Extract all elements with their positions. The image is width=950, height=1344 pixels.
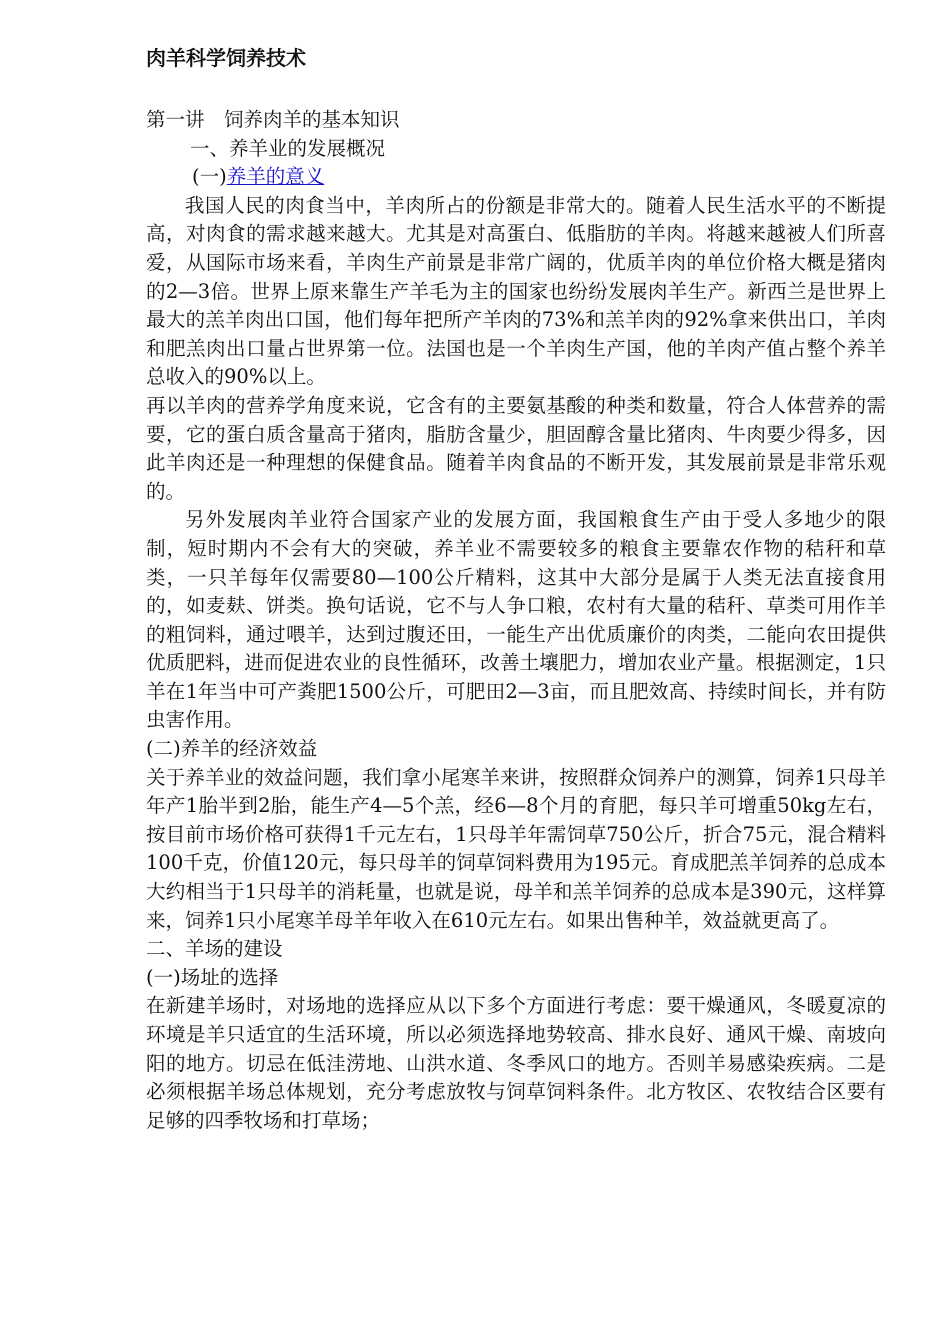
paragraph-industry: 另外发展肉羊业符合国家产业的发展方面，我国粮食生产由于受人多地少的限制，短时期内不会有大的突破，养羊业不需要较多的粮食主要靠农作物的秸秆和草类，一只羊每年仅需要80—100公斤精料，这其中大部分是属于人类无法直接食用的，如麦麸、饼类。换句话说，它不与人争口粮，农村有大量的秸秆、草类可用作羊的粗饲料，通过喂羊，达到过腹还田，一能生产出优质廉价的肉类，二能向农田提供优质肥料，进而促进农业的良性循环，改善土壤肥力，增加农业产量。根据测定，1只羊在1年当中可产粪肥1500公斤，可肥田2—3亩，而且肥效高、持续时间长，并有防虫害作用。: [146, 508, 886, 732]
section-heading-development: 一、养羊业的发展概况: [190, 136, 386, 160]
subsection-heading-site-selection: (一)场址的选择: [146, 965, 279, 989]
section-heading-farm-construction: 二、羊场的建设: [146, 937, 283, 961]
subsection-prefix: (一): [192, 165, 227, 189]
paragraph-site-selection: 在新建羊场时，对场地的选择应从以下多个方面进行考虑：要干燥通风，冬暖夏凉的环境是羊只适宜的生活环境，所以必须选择地势较高、排水良好、通风干燥、南坡向阳的地方。切忌在低洼涝地、山洪水道、冬季风口的地方。否则羊易感染疾病。二是必须根据羊场总体规划，充分考虑放牧与饲草饲料条件。北方牧区、农牧结合区要有足够的四季牧场和打草场；: [146, 994, 886, 1132]
paragraph-nutrition: 再以羊肉的营养学角度来说，它含有的主要氨基酸的种类和数量，符合人体营养的需要，它的蛋白质含量高于猪肉，脂肪含量少，胆固醇含量比猪肉、牛肉要少得多，因此羊肉还是一种理想的保健食品。随着羊肉食品的不断开发，其发展前景是非常乐观的。: [146, 393, 886, 503]
subsection-heading-economic-benefit: (二)养羊的经济效益: [146, 737, 318, 761]
document-title: 肉羊科学饲养技术: [146, 46, 306, 70]
significance-link[interactable]: 养羊的意义: [226, 165, 325, 189]
lecture-heading: 第一讲 饲养肉羊的基本知识: [146, 108, 400, 131]
document-page: [146, 44, 886, 1135]
subsection-heading-significance: [146, 163, 886, 192]
paragraph-meat-demand: 我国人民的肉食当中，羊肉所占的份额是非常大的。随着人民生活水平的不断提高，对肉食的需求越来越大。尤其是对高蛋白、低脂肪的羊肉。将越来越被人们所喜爱，从国际市场来看，羊肉生产前景是非常广阔的，优质羊肉的单位价格大概是猪肉的2—3倍。世界上原来靠生产羊毛为主的国家也纷纷发展肉羊生产。新西兰是世界上最大的羔羊肉出口国，他们每年把所产羊肉的73%和羔羊肉的92%拿来供出口，羊肉和肥羔肉出口量占世界第一位。法国也是一个羊肉生产国，他的羊肉产值占整个养羊总收入的90%以上。: [146, 193, 886, 389]
paragraph-benefit: 关于养羊业的效益问题，我们拿小尾寒羊来讲，按照群众饲养户的测算，饲养1只母羊年产1胎半到2胎，能生产4—5个羔，经6—8个月的育肥，每只羊可增重50kg左右，按目前市场价格可获得1千元左右，1只母羊年需饲草750公斤，折合75元，混合精料100千克，价值120元，每只母羊的饲草饲料费用为195元。育成肥羔羊饲养的总成本大约相当于1只母羊的消耗量，也就是说，母羊和羔羊饲养的总成本是390元，这样算来，饲养1只小尾寒羊母羊年收入在610元左右。如果出售种羊，效益就更高了。: [146, 765, 886, 932]
